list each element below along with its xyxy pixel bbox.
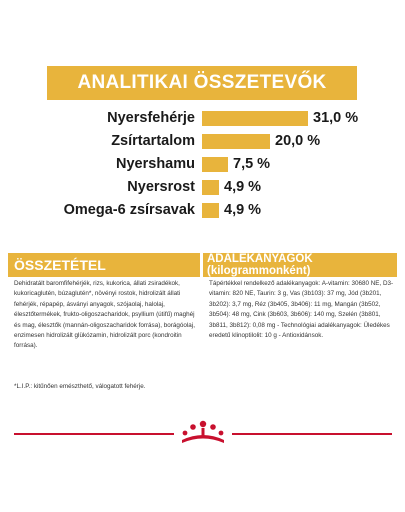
- nutrient-value-label: 7,5 %: [233, 156, 271, 172]
- nutrient-label: Zsírtartalom: [111, 133, 195, 149]
- additives-heading: ADALÉKANYAGOK (kilogrammonként): [203, 253, 397, 277]
- nutrient-bar: [202, 157, 228, 172]
- nutrient-value-label: 20,0 %: [275, 133, 321, 149]
- divider-left: [14, 433, 174, 435]
- nutrient-bar: [202, 203, 219, 218]
- royal-canin-crown-logo-icon: [178, 418, 228, 444]
- composition-text: Dehidratált baromfifehérjék, rizs, kukorica, állati zsiradékok, kukoricaglutén, búzaglutén*, növényi rostok, hidrolizált állati fehérjék, répapép, ásványi anyagok, szójaolaj, halolaj, élesztőtermékek, frukto-oligoszacharidok, psyllium (útifű) maghéj és mag, élesztők (mannán-oligoszacharidok forrása), borágóolaj, enzimesen hidrolizált glükózamin, hidrolizált porc (kondroitin forrása).: [14, 280, 195, 350]
- nutrient-label: Omega-6 zsírsavak: [63, 202, 195, 218]
- nutrient-label: Nyersfehérje: [107, 110, 195, 126]
- nutrient-bar-chart: [0, 0, 405, 240]
- nutrient-value-label: 4,9 %: [224, 202, 262, 218]
- additives-text: Tápértékkel rendelkező adalékanyagok: A-vitamin: 30680 NE, D3-vitamin: 820 NE, Taurin: 3 g, Vas (3b103): 37 mg, Jód (3b201, 3b202): 3,7 mg, Réz (3b405, 3b406): 11 mg, Mangán (3b502, 3b504): 48 mg, Cink (3b603, 3b606): 140 mg, Szelén (3b801, 3b811, 3b812): 0,08 mg - Technológiai adalékanyagok: Üledékes eredetű klinoptilolit: 10 g - Antioxidánsok.: [209, 280, 394, 340]
- nutrient-value-label: 31,0 %: [313, 110, 359, 126]
- nutrient-bar: [202, 180, 219, 195]
- divider-right: [232, 433, 392, 435]
- nutrient-value-label: 4,9 %: [224, 179, 262, 195]
- nutrient-label: Nyershamu: [116, 156, 195, 172]
- nutrient-label: Nyersrost: [127, 179, 195, 195]
- analytics-title: ANALITIKAI ÖSSZETEVŐK: [77, 72, 327, 93]
- nutrient-bar: [202, 134, 270, 149]
- composition-heading: ÖSSZETÉTEL: [8, 253, 200, 277]
- nutrient-bar: [202, 111, 308, 126]
- footnote: *L.I.P.: kitűnően emészthető, válogatott fehérje.: [14, 383, 146, 390]
